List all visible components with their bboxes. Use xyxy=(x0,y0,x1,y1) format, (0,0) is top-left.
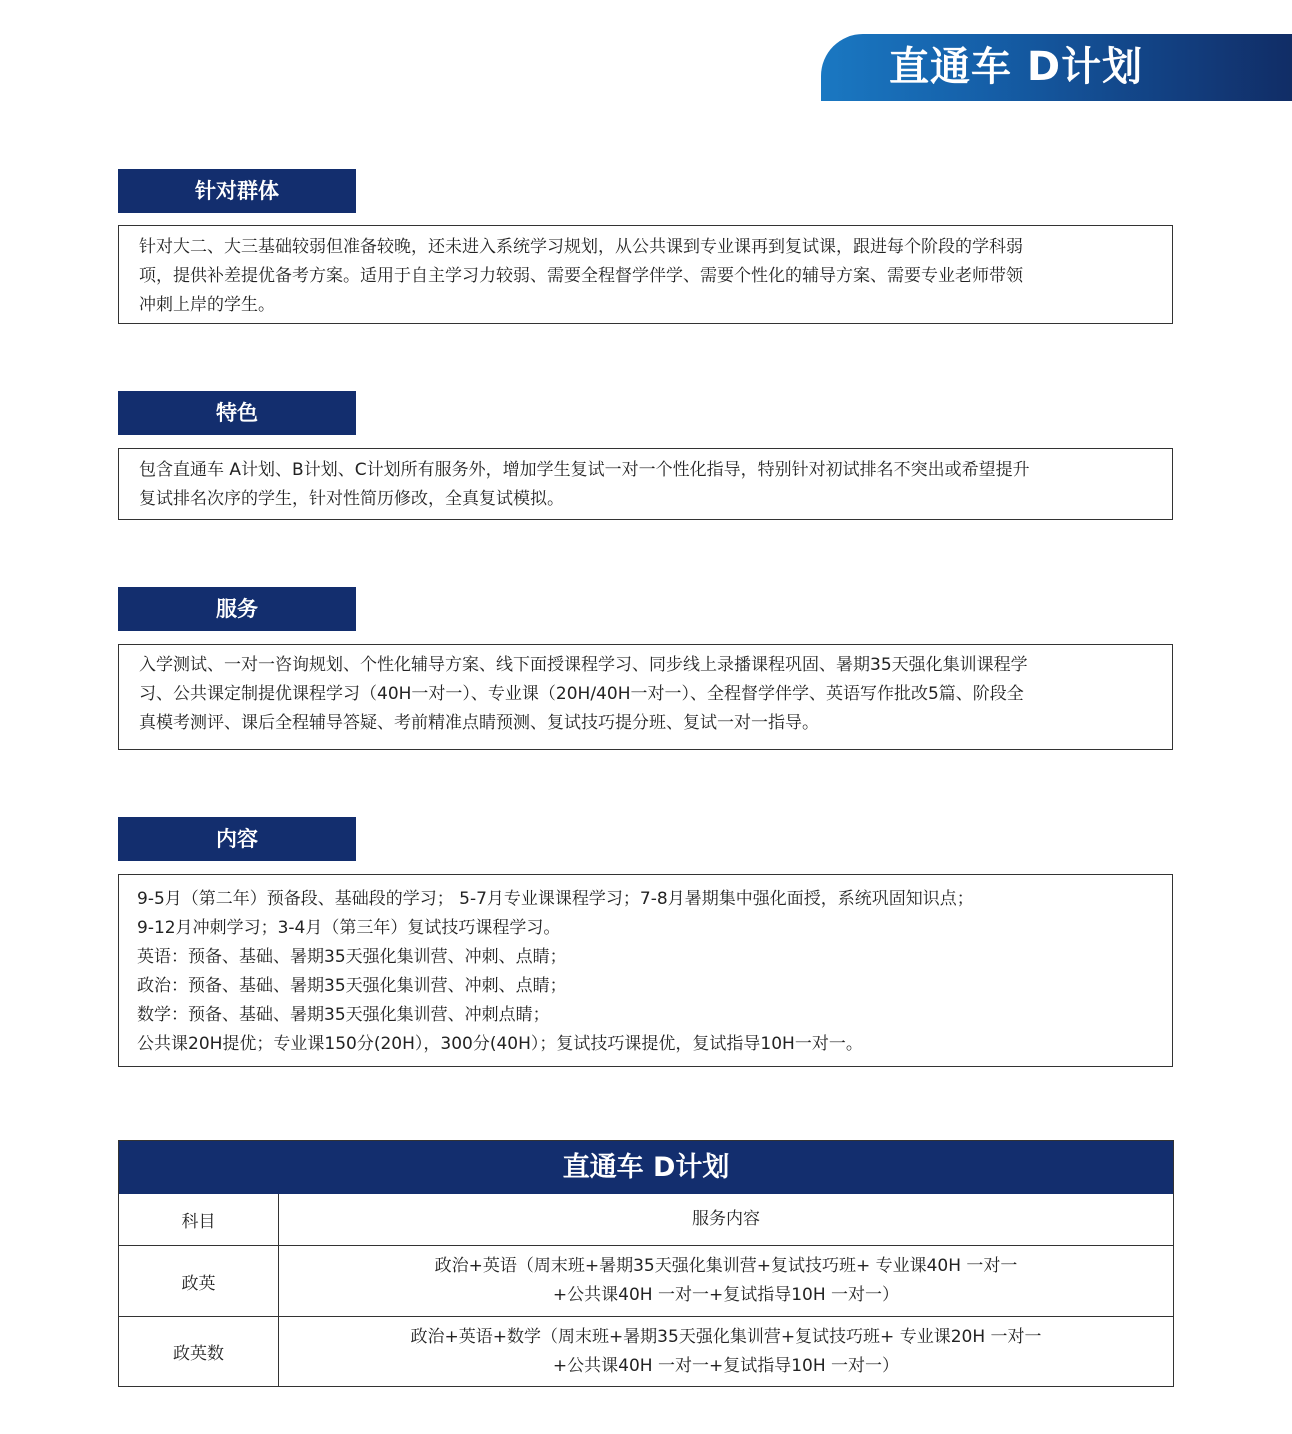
row-service xyxy=(279,1317,1173,1386)
plan-table xyxy=(118,1140,1174,1387)
row-subject: 政英数 xyxy=(119,1317,279,1386)
service-line: 政治+英语（周末班+暑期35天强化集训营+复试技巧班+ 专业课40H 一对一 xyxy=(434,1256,1018,1276)
table-header-row xyxy=(119,1194,1173,1245)
service-line: 政治+英语+数学（周末班+暑期35天强化集训营+复试技巧班+ 专业课20H 一对一 xyxy=(410,1326,1042,1347)
section-line: 针对大二、大三基础较弱但准备较晚，还未进入系统学习规划，从公共课到专业课再到复试课，跟进每个阶段的学科弱 xyxy=(139,237,1023,257)
header-service: 服务内容 xyxy=(692,1209,760,1229)
header-subject: 科目 xyxy=(119,1194,279,1245)
table-row xyxy=(119,1316,1173,1386)
section-line: 项，提供补差提优备考方案。适用于自主学习力较弱、需要全程督学伴学、需要个性化的辅导方案、需要专业老师带领 xyxy=(139,266,1023,286)
section-heading-target-group: 针对群体 xyxy=(118,169,356,213)
service-line: +公共课40H 一对一+复试指导10H 一对一） xyxy=(552,1285,900,1305)
section-box-services xyxy=(118,644,1173,750)
section-heading-services: 服务 xyxy=(118,587,356,631)
top-banner xyxy=(821,34,1292,101)
section-line: 习、公共课定制提优课程学习（40H一对一）、专业课（20H/40H一对一）、全程督学伴学、英语写作批改5篇、阶段全 xyxy=(139,684,1024,704)
section-line: 真模考测评、课后全程辅导答疑、考前精准点睛预测、复试技巧提分班、复试一对一指导。 xyxy=(139,713,819,733)
section-line: 入学测试、一对一咨询规划、个性化辅导方案、线下面授课程学习、同步线上录播课程巩固、暑期35天强化集训课程学 xyxy=(139,655,1028,675)
row-subject: 政英 xyxy=(119,1246,279,1316)
section-line: 英语：预备、基础、暑期35天强化集训营、冲刺、点睛； xyxy=(137,947,567,967)
section-box-content xyxy=(118,874,1173,1067)
table-title: 直通车 D计划 xyxy=(119,1141,1173,1194)
section-box-features xyxy=(118,448,1173,520)
section-heading-content: 内容 xyxy=(118,817,356,861)
section-line: 数学：预备、基础、暑期35天强化集训营、冲刺点睛； xyxy=(137,1005,550,1025)
section-line: 公共课20H提优；专业课150分(20H），300分(40H）；复试技巧课提优，复试指导10H一对一。 xyxy=(137,1034,863,1054)
section-line: 包含直通车 A计划、B计划、C计划所有服务外，增加学生复试一对一个性化指导，特别针对初试排名不突出或希望提升 xyxy=(139,460,1030,480)
row-service xyxy=(279,1246,1173,1316)
section-heading-features: 特色 xyxy=(118,391,356,435)
service-line: +公共课40H 一对一+复试指导10H 一对一） xyxy=(552,1355,900,1376)
section-box-target-group xyxy=(118,225,1173,324)
table-row xyxy=(119,1245,1173,1316)
section-line: 冲刺上岸的学生。 xyxy=(139,295,275,315)
banner-title: 直通车 D计划 xyxy=(889,44,1144,90)
section-line: 政治：预备、基础、暑期35天强化集训营、冲刺、点睛； xyxy=(137,976,567,996)
section-line: 复试排名次序的学生，针对性简历修改，全真复试模拟。 xyxy=(139,489,564,509)
section-line: 9-12月冲刺学习；3-4月（第三年）复试技巧课程学习。 xyxy=(137,918,561,938)
section-line: 9-5月（第二年）预备段、基础段的学习； 5-7月专业课课程学习；7-8月暑期集中强化面授，系统巩固知识点； xyxy=(137,889,974,909)
